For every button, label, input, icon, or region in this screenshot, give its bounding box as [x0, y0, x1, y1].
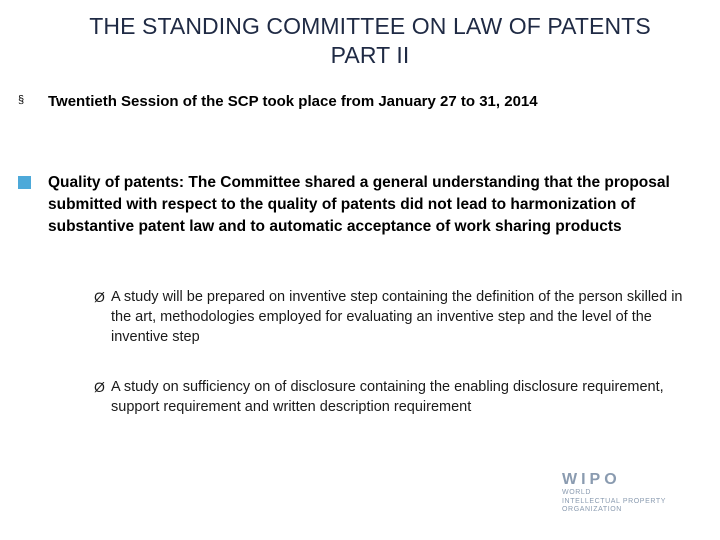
- bullet-marker: §: [18, 94, 25, 106]
- sub-bullet-disclosure: [94, 377, 704, 417]
- bullet-session-text: Twentieth Session of the SCP took place from January 27 to 31, 2014: [48, 93, 538, 110]
- arrow-bullet-icon: Ø: [94, 379, 105, 395]
- logo-line-3: ORGANIZATION: [562, 506, 622, 513]
- logo-name: WIPO: [562, 471, 621, 488]
- slide-title: [30, 12, 710, 70]
- logo-line-1: WORLD: [562, 489, 592, 496]
- sub-bullet-text: A study will be prepared on inventive step containing the definition of the person skilled in the art, methodologies employed for evaluating an inventive step and the level of the inventive step: [111, 289, 683, 345]
- title-line-2: PART II: [330, 42, 410, 68]
- title-line-1: THE STANDING COMMITTEE ON LAW OF PATENTS: [89, 13, 651, 39]
- sub-bullet-text: A study on sufficiency on of disclosure containing the enabling disclosure requirement, support requirement and written description requirement: [111, 379, 664, 415]
- logo-line-2: INTELLECTUAL PROPERTY: [562, 497, 667, 505]
- arrow-bullet-icon: Ø: [94, 289, 105, 305]
- bullet-quality-heading: Quality of patents:: [48, 174, 185, 191]
- bullet-quality-body: The Committee shared a general understanding that the proposal submitted with respect to the quality of patents did not lead to harmonization of substantive patent law and to automatic acceptance of work sharing products: [48, 174, 670, 235]
- square-bullet-icon: [18, 176, 31, 189]
- sub-bullet-inventive-step: [94, 287, 704, 347]
- wipo-logo: [562, 471, 702, 521]
- bullet-quality-text: [48, 172, 678, 238]
